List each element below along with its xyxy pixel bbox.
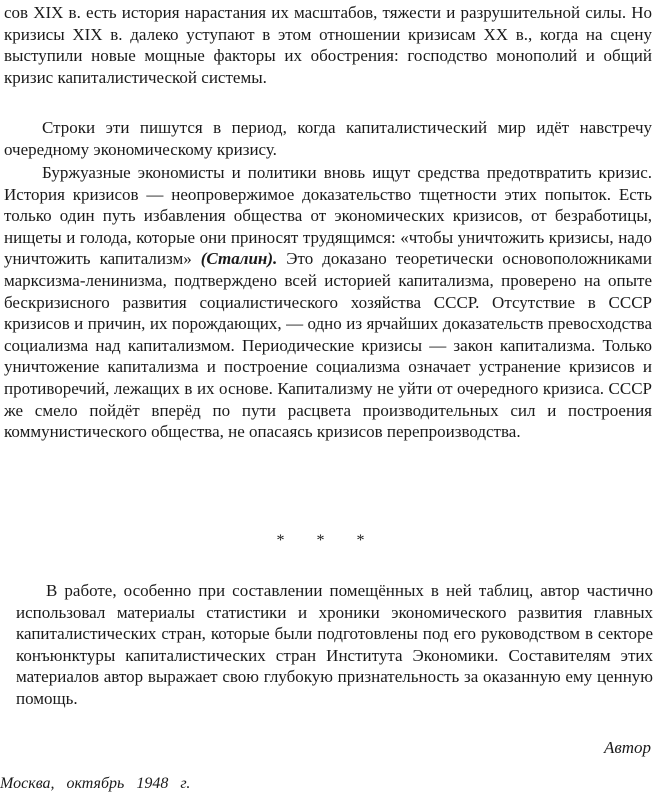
section-separator: * * * — [276, 532, 379, 549]
quote-attribution: (Сталин). — [200, 249, 278, 269]
paragraph-text-part: Буржуазные экономисты и политики вновь ищут средства предотвратить кризис. История кризисов — неопровержимое доказательство тщетности этих попыток. Есть только один путь избавления общества от экономических кризисов, от безработицы, нищеты и голода, которые они приносят трудящимся: «чтобы уничтожить кризисы, надо уничтожить капитализм» — [4, 163, 652, 269]
paragraph-current-period: Строки эти пишутся в период, когда капиталистический мир идёт навстречу очередному экономическому кризису. — [4, 118, 652, 159]
place-date: Москва, октябрь 1948 г. — [0, 775, 191, 792]
paragraph-text-part: Это доказано теоретически основоположниками марксизма-ленинизма, подтверждено всей историей капитализма, проверено на опыте бескризисного развития социалистического хозяйства СССР. Отсутствие в СССР кризисов и причин, их порождающих, — одно из ярчайших доказательств превосходства социализма над капитализмом. Периодические кризисы — закон капитализма. Только уничтожение капитализма и построение социализма означает устранение кризисов и противоречий, лежащих в их основе. Капитализму не уйти от очередного кризиса. СССР же смело пойдёт вперёд по пути расцвета производительных сил и построения коммунистического общества, не опасаясь кризисов перепроизводства. — [4, 249, 652, 442]
author-signature: Автор — [603, 738, 651, 757]
paragraph-acknowledgement: В работе, особенно при составлении помещённых в ней таблиц, автор частично использовал материалы статистики и хроники экономического развития главных капиталистических стран, которые были подготовлены под его руководством в секторе конъюнктуры капиталистических стран Института Экономики. Составителям этих материалов автор выражает свою глубокую признательность за оказанную ему ценную помощь. — [16, 581, 653, 708]
paragraph-crisis-theory — [4, 162, 652, 443]
paragraph-continuation: сов XIX в. есть история нарастания их масштабов, тяжести и разрушительной силы. Но кризисы XIX в. далеко уступают в этом отношении кризисам XX в., когда на сцену выступили новые мощные факторы их обострения: господство монополий и общий кризис капиталистической системы. — [4, 3, 652, 87]
